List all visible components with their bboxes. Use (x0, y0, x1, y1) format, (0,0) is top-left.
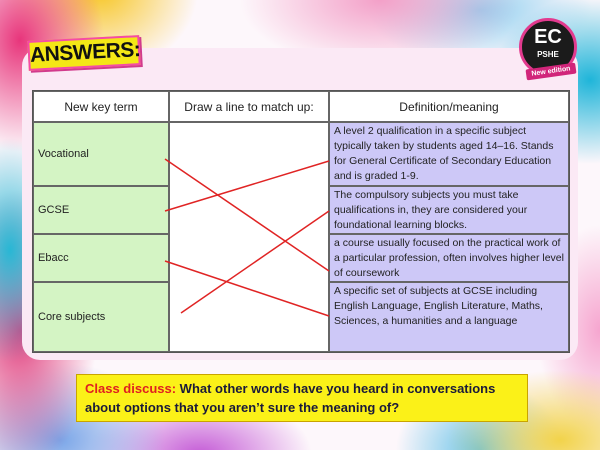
column-header-definition: Definition/meaning (329, 91, 569, 122)
definition-cell: a course usually focused on the practical work of a particular profession, often involves higher level of coursework (329, 234, 569, 282)
term-cell: GCSE (33, 186, 169, 234)
definition-cell: The compulsory subjects you must take qualifications in, they are considered your foundational learning blocks. (329, 186, 569, 234)
discussion-lead: Class discuss: (85, 381, 177, 396)
term-cell: Core subjects (33, 282, 169, 352)
discussion-question: What other words have you heard in conversations about options that you aren’t sure the meaning of? (85, 381, 496, 415)
matching-table (32, 90, 570, 353)
column-header-match: Draw a line to match up: (169, 91, 329, 122)
definition-cell: A specific set of subjects at GCSE including English Language, English Literature, Maths, Sciences, a humanities and a language (329, 282, 569, 352)
term-cell: Ebacc (33, 234, 169, 282)
match-line-gcse (165, 161, 329, 211)
class-discussion-box (76, 374, 528, 422)
match-line-vocational (165, 159, 329, 271)
column-header-term: New key term (33, 91, 169, 122)
logo-initials: EC (534, 26, 562, 48)
definition-cell: A level 2 qualification in a specific subject typically taken by students aged 14–16. Stands for General Certificate of Secondary Education and is graded 1-9. (329, 122, 569, 186)
matching-lines (33, 91, 569, 352)
match-line-core-subjects (181, 211, 329, 313)
logo-new-edition-badge: New edition (525, 63, 576, 81)
logo-subject: PSHE (537, 50, 559, 59)
term-cell: Vocational (33, 122, 169, 186)
answers-banner: ANSWERS: (27, 35, 140, 71)
